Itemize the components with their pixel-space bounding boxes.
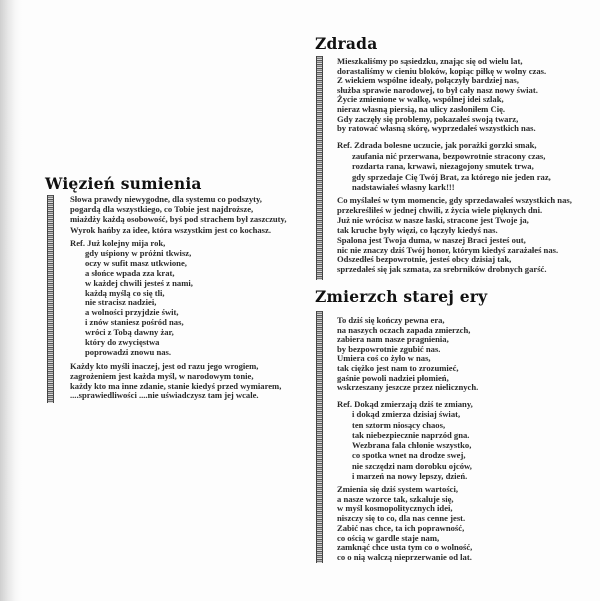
lyric-line: a wolności przyjdzie świt, <box>85 307 179 318</box>
lyric-line: Wyrok hańby za idee, która wszystkim jest co kochasz. <box>70 224 271 235</box>
lyric-line: To dziś się kończy pewna era, <box>337 315 445 325</box>
lyric-line: służba sprawie narodowej, to był cały nasz nowy świat. <box>337 84 538 95</box>
lyric-line: nieraz własną piersią, na ulicy zasłoniłem Cię. <box>337 103 506 114</box>
lyric-line: tak niebezpiecznie naprzód gna. <box>352 429 470 440</box>
lyric-line: każdą myślą co się tli, <box>85 287 165 298</box>
song-title: Zmierzch starej ery <box>315 287 488 306</box>
lyric-line: co ością w gardle staje nam, <box>337 532 440 543</box>
lyric-line: Spalona jest Twoja duma, w naszej Braci jesteś out, <box>337 234 526 245</box>
lyric-line: wskrzeszany jeszcze przez nielicznych. <box>337 382 479 393</box>
lyric-line: Wezbrana fala chłonie wszystko, <box>352 440 472 451</box>
lyric-line: Z wiekiem wspólne ideały, połączyły bardziej nas, <box>337 75 519 86</box>
lyric-line: pogardą dla wszystkiego, co Tobie jest najdroższe, <box>70 204 254 215</box>
lyric-line: każdy kto ma inne zdanie, stanie kiedyś przed wymiarem, <box>70 380 282 391</box>
lyric-line: gaśnie powoli nadziei płomień, <box>337 372 449 383</box>
lyric-line: Umiera coś co żyło w nas, <box>337 353 431 364</box>
lyric-line: oczy w sufit masz utkwione, <box>85 257 187 268</box>
lyric-line: tak kruche były więzi, co łączyły kiedyś nas. <box>337 224 498 235</box>
lyric-line: który do zwycięstwa <box>85 337 160 348</box>
lyric-line: zaufania nić przerwana, bezpowrotnie stracony czas, <box>352 150 546 161</box>
lyric-line: dorastaliśmy w cieniu bloków, kopiąc piłkę w wolny czas. <box>337 65 547 76</box>
verse <box>337 196 572 275</box>
lyric-line: Co myślałeś w tym momencie, gdy sprzedawałeś wszystkich nas, <box>337 195 572 205</box>
lyric-line: wróci z Tobą dawny żar, <box>85 327 174 338</box>
verse <box>70 194 287 235</box>
lyric-line: nie szczędzi nam dorobku ojców, <box>352 460 472 471</box>
lyric-line: Odszedłeś bezpowrotnie, jesteś obcy dzisiaj tak, <box>337 254 512 265</box>
lyric-line: przekreśliłeś w jednej chwili, z życia wiele pięknych dni. <box>337 204 543 215</box>
refrain <box>70 239 193 358</box>
lyric-line: poprowadzi znowu nas. <box>85 346 172 357</box>
lyric-line: w myśl kosmopolitycznych idei, <box>337 503 453 514</box>
book-binding-shadow <box>0 0 22 601</box>
lyric-line: Ref. Zdrada bolesne uczucie, jak porażki gorzki smak, <box>337 140 537 150</box>
lyric-line: niszczy się to co, dla nas cenne jest. <box>337 513 466 524</box>
lyric-line: zamknąć chce usta tym co o wolność, <box>337 542 473 553</box>
song-title: Więzień sumienia <box>45 174 202 193</box>
lyric-line: na naszych oczach zapada zmierzch, <box>337 324 471 335</box>
lyric-line: co spotka wnet na drodze swej, <box>352 450 466 461</box>
verse <box>337 485 472 563</box>
decorative-border-bar <box>316 56 323 280</box>
lyric-line: Słowa prawdy niewygodne, dla systemu co podszyty, <box>70 194 262 204</box>
lyric-line: i znów staniesz pośród nas, <box>85 317 184 328</box>
lyric-line: ....sprawiedliwości ....nie uświadczysz tam jej wcale. <box>70 390 259 401</box>
lyric-line: tak ciężko jest nam to zrozumieć, <box>337 362 459 373</box>
refrain <box>337 140 551 193</box>
lyric-line: gdy sprzedaje Cię Twój Brat, za którego nie jeden raz, <box>352 171 551 182</box>
lyric-line: Każdy kto myśli inaczej, jest od razu jego wrogiem, <box>70 361 259 371</box>
lyric-line: Zabić nas chce, ta ich poprawność, <box>337 522 465 533</box>
refrain <box>337 399 473 481</box>
lyric-line: a słońce wpada zza krat, <box>85 267 175 278</box>
verse <box>70 362 281 401</box>
lyric-line: nadstawiałeś własny kark!!! <box>352 182 455 193</box>
lyric-line: w każdej chwili jesteś z nami, <box>85 277 193 288</box>
verse <box>337 316 478 393</box>
lyric-line: ten sztorm niosący chaos, <box>352 419 446 430</box>
lyric-line: i dokąd zmierza dzisiaj świat, <box>352 409 461 420</box>
lyric-line: by ratować własną skórę, wyprzedałeś wszystkich nas. <box>337 123 536 134</box>
lyric-line: Gdy zaczęły się problemy, pokazałeś swoją twarz, <box>337 113 519 124</box>
lyric-line: sprzedałeś się jak szmata, za srebrników drobnych garść. <box>337 264 547 275</box>
lyric-line: miażdży każdą osobowość, byś pod strachem był zaszczuty, <box>70 214 287 225</box>
lyric-line: nic nie znaczy dziś Twój honor, którym kiedyś zarażałeś nas. <box>337 244 559 255</box>
lyric-line: rozdarta rana, krwawi, niezagojony smutek trwa, <box>352 161 534 172</box>
lyric-line: co o nią walczą nieprzerwanie od lat. <box>337 551 472 562</box>
lyric-line: Zmienia się dziś system wartości, <box>337 484 459 494</box>
song-title: Zdrada <box>315 34 378 53</box>
lyric-line: Już nie wrócisz w nasze łaski, stracone jest Twoje ja, <box>337 214 529 225</box>
decorative-border-bar <box>316 311 323 563</box>
lyric-line: Ref. Już kolejny mija rok, <box>70 238 166 248</box>
lyric-line: gdy uśpiony w próżni tkwisz, <box>85 247 192 258</box>
lyric-line: a nasze wzorce tak, szkaluje się, <box>337 493 454 504</box>
lyric-line: Ref. Dokąd zmierzają dziś te zmiany, <box>337 399 473 409</box>
lyric-line: Życie zmienione w walkę, wspólnej idei szlak, <box>337 94 504 105</box>
decorative-border-bar <box>47 195 54 403</box>
lyric-line: by bezpowrotnie zgubić nas. <box>337 343 441 354</box>
verse <box>337 57 546 134</box>
lyric-line: nie stracisz nadziei, <box>85 297 157 308</box>
lyric-line: zagrożeniem jest każda myśl, w narodowym tonie, <box>70 370 254 381</box>
lyric-line: zabiera nam nasze pragnienia, <box>337 334 449 345</box>
lyric-line: Mieszkaliśmy po sąsiedzku, znając się od wielu lat, <box>337 56 523 66</box>
lyric-line: i marzeń na nowy lepszy, dzień. <box>352 471 468 482</box>
